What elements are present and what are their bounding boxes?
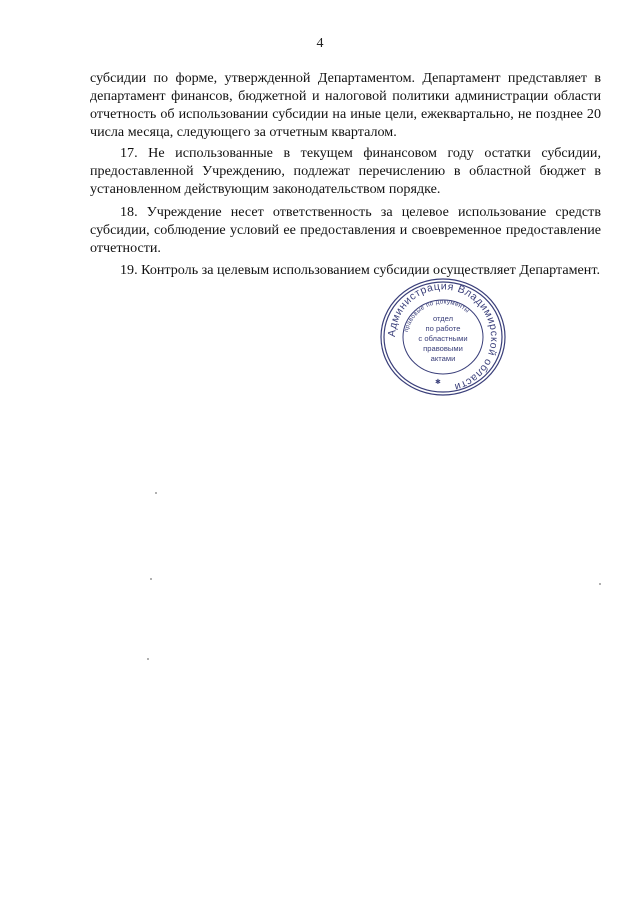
paragraph-text: 19. Контроль за целевым использованием субсидии осуществляет Департамент. (120, 262, 600, 278)
svg-text:отдел: отдел (432, 314, 454, 323)
paragraph-18 (90, 204, 601, 258)
svg-text:с областными: с областными (418, 334, 468, 343)
svg-text:правовыми: правовыми (423, 344, 463, 353)
stamp-outer-text: Администрация Владимирской области (385, 280, 501, 394)
scan-speck (150, 578, 152, 580)
paragraph-17 (90, 145, 601, 199)
paragraph-continuation (90, 70, 601, 142)
svg-text:актами: актами (430, 354, 456, 363)
page-number: 4 (316, 36, 324, 51)
scan-speck (155, 492, 157, 494)
official-seal-stamp (376, 276, 510, 398)
stamp-star-mark: ✱ (435, 378, 441, 386)
stamp-inner-ring-text: правовые по документы (402, 298, 471, 333)
scan-speck (147, 658, 149, 660)
paragraph-text: 17. Не использованные в текущем финансовом году остатки субсидии, предоставленной Учреждению, подлежат перечислению в областной бюджет в установленном действующим законодательством порядке. (90, 145, 601, 197)
svg-text:по работе: по работе (425, 324, 461, 333)
paragraph-text: 18. Учреждение несет ответственность за целевое использование средств субсидии, соблюдение условий ее предоставления и своевременное предоставление отчетности. (90, 204, 601, 256)
stamp-center-text (418, 314, 467, 363)
scan-speck (599, 583, 601, 585)
paragraph-19 (90, 262, 601, 280)
paragraph-text: субсидии по форме, утвержденной Департаментом. Департамент представляет в департамент финансов, бюджетной и налоговой политики администрации области отчетность об использовании субсидии на иные цели, ежеквартально, не позднее 20 числа месяца, следующего за отчетным кварталом. (90, 70, 601, 140)
